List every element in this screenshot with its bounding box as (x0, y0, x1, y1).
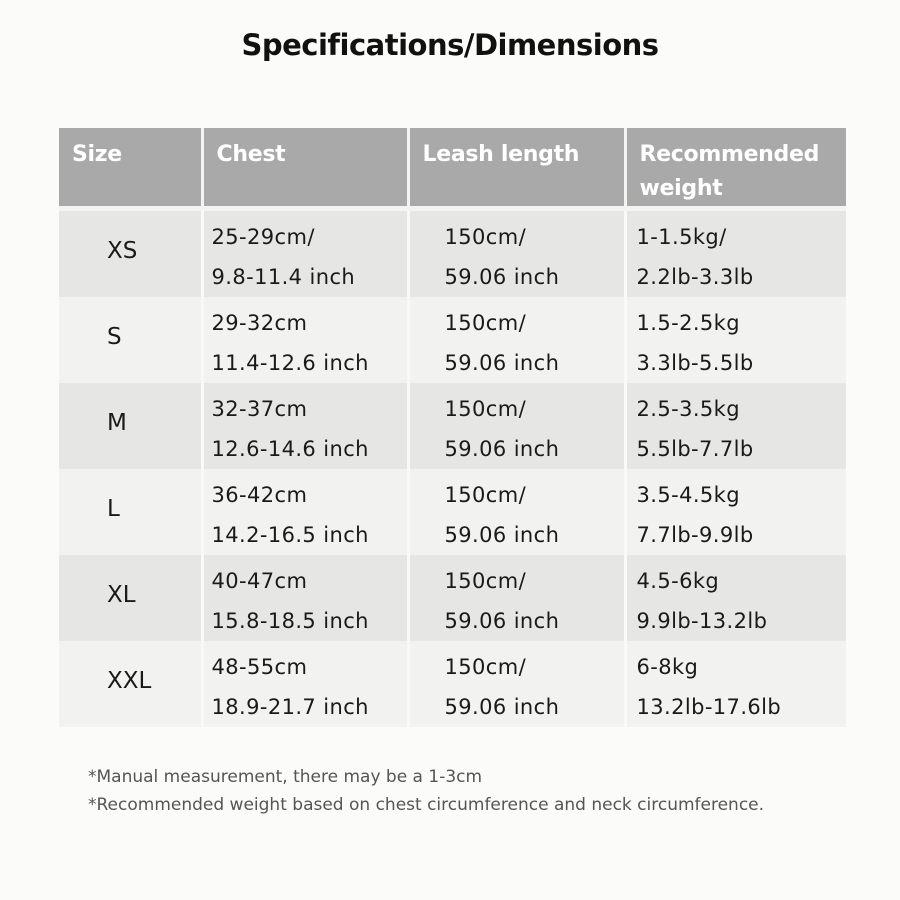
weight-kg: 2.5-3.5kg (636, 397, 740, 421)
weight-cell (625, 209, 846, 298)
weight-kg: 3.5-4.5kg (636, 483, 740, 507)
leash-cm: 150cm/ (444, 397, 527, 421)
weight-kg: 6-8kg (636, 655, 699, 679)
table-row (59, 641, 846, 727)
spec-table (59, 128, 846, 727)
chest-cell (202, 641, 408, 727)
weight-lb: 5.5lb-7.7lb (636, 437, 754, 461)
weight-kg: 1-1.5kg/ (636, 225, 727, 249)
footnote-weight: *Recommended weight based on chest circumference and neck circumference. (88, 795, 765, 815)
chest-cell (202, 469, 408, 555)
weight-lb: 3.3lb-5.5lb (636, 351, 754, 375)
weight-kg: 4.5-6kg (636, 569, 720, 593)
header-weight-line-2: weight (639, 176, 723, 201)
size-cell: S (59, 297, 202, 383)
chest-inch: 11.4-12.6 inch (211, 351, 369, 375)
chest-inch: 15.8-18.5 inch (211, 609, 369, 633)
header-leash-length: Leash length (408, 128, 625, 209)
leash-inch: 59.06 inch (444, 437, 560, 461)
header-weight-line-1: Recommended (639, 142, 820, 167)
chest-cm: 25-29cm/ (211, 225, 315, 249)
size-cell: XL (59, 555, 202, 641)
chest-cell (202, 555, 408, 641)
table-row (59, 209, 846, 298)
chest-inch: 14.2-16.5 inch (211, 523, 369, 547)
weight-lb: 13.2lb-17.6lb (636, 695, 782, 719)
weight-kg: 1.5-2.5kg (636, 311, 740, 335)
leash-cell (408, 383, 625, 469)
leash-inch: 59.06 inch (444, 695, 560, 719)
leash-cell (408, 297, 625, 383)
size-cell: XS (59, 209, 202, 298)
leash-inch: 59.06 inch (444, 523, 560, 547)
weight-lb: 9.9lb-13.2lb (636, 609, 768, 633)
table-row (59, 555, 846, 641)
footnotes (88, 763, 764, 819)
table-row (59, 469, 846, 555)
table-header-row (59, 128, 846, 209)
weight-cell (625, 383, 846, 469)
chest-inch: 18.9-21.7 inch (211, 695, 369, 719)
weight-cell (625, 641, 846, 727)
size-cell: M (59, 383, 202, 469)
chest-cm: 40-47cm (211, 569, 308, 593)
chest-cm: 48-55cm (211, 655, 308, 679)
leash-cm: 150cm/ (444, 655, 527, 679)
weight-lb: 2.2lb-3.3lb (636, 265, 754, 289)
header-size: Size (59, 128, 202, 209)
chest-cell (202, 209, 408, 298)
leash-cm: 150cm/ (444, 569, 527, 593)
chest-cm: 29-32cm (211, 311, 308, 335)
leash-cm: 150cm/ (444, 311, 527, 335)
leash-cell (408, 469, 625, 555)
size-cell: XXL (59, 641, 202, 727)
weight-cell (625, 469, 846, 555)
weight-lb: 7.7lb-9.9lb (636, 523, 754, 547)
leash-inch: 59.06 inch (444, 265, 560, 289)
weight-cell (625, 555, 846, 641)
size-cell: L (59, 469, 202, 555)
table-row (59, 297, 846, 383)
weight-cell (625, 297, 846, 383)
leash-inch: 59.06 inch (444, 351, 560, 375)
leash-cm: 150cm/ (444, 483, 527, 507)
chest-cell (202, 297, 408, 383)
chest-inch: 12.6-14.6 inch (211, 437, 369, 461)
chest-cell (202, 383, 408, 469)
footnote-measurement: *Manual measurement, there may be a 1-3cm (88, 767, 483, 787)
leash-cm: 150cm/ (444, 225, 527, 249)
header-chest: Chest (202, 128, 408, 209)
leash-cell (408, 641, 625, 727)
chest-cm: 36-42cm (211, 483, 308, 507)
page-title: Specifications/Dimensions (241, 28, 659, 62)
chest-inch: 9.8-11.4 inch (211, 265, 356, 289)
leash-inch: 59.06 inch (444, 609, 560, 633)
leash-cell (408, 209, 625, 298)
header-recommended-weight (625, 128, 846, 209)
leash-cell (408, 555, 625, 641)
chest-cm: 32-37cm (211, 397, 308, 421)
table-row (59, 383, 846, 469)
